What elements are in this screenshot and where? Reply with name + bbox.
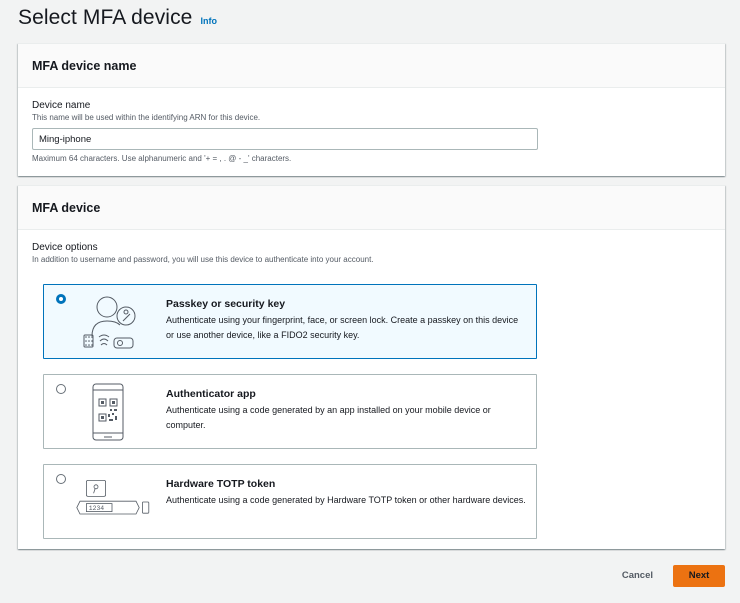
radio-passkey[interactable] <box>56 294 66 304</box>
tile-description: Authenticate using your fingerprint, face, or screen lock. Create a passkey on this device or use another device, like a FIDO2 security key. <box>166 315 519 340</box>
tile-description: Authenticate using a code generated by Hardware TOTP token or other hardware devices. <box>166 495 526 505</box>
radio-authenticator-app[interactable] <box>56 384 66 394</box>
field-description: In addition to username and password, you will use this device to authenticate into your account. <box>32 255 374 264</box>
section-title: MFA device name <box>32 58 137 73</box>
mfa-device-container <box>18 185 725 549</box>
device-name-field <box>18 88 725 163</box>
page-title: Select MFA device <box>18 6 193 29</box>
container-header <box>18 44 725 88</box>
form-actions <box>612 564 725 587</box>
next-button[interactable]: Next <box>673 565 725 587</box>
device-name-container <box>18 43 725 176</box>
device-options-tiles <box>43 284 537 554</box>
container-header <box>18 186 725 230</box>
hardware-token-icon <box>72 471 152 533</box>
tile-description: Authenticate using a code generated by an app installed on your mobile device or computer. <box>166 405 491 430</box>
field-label: Device name <box>32 100 91 111</box>
device-name-input[interactable] <box>32 128 538 150</box>
tile-title: Passkey or security key <box>166 298 286 310</box>
tile-text <box>166 388 528 433</box>
token-display-text: 1234 <box>88 505 105 512</box>
passkey-icon <box>80 291 144 353</box>
tile-authenticator-app[interactable] <box>43 374 537 449</box>
tile-title: Authenticator app <box>166 388 256 400</box>
tile-text <box>166 478 528 508</box>
tile-text <box>166 298 528 343</box>
field-label: Device options <box>32 242 98 253</box>
field-constraint: Maximum 64 characters. Use alphanumeric and '+ = , . @ - _' characters. <box>32 154 292 163</box>
tile-passkey[interactable] <box>43 284 537 359</box>
info-link[interactable]: Info <box>200 16 217 26</box>
radio-hardware-totp[interactable] <box>56 474 66 484</box>
tile-hardware-totp[interactable] <box>43 464 537 539</box>
tile-title: Hardware TOTP token <box>166 478 276 490</box>
cancel-button[interactable]: Cancel <box>612 564 663 587</box>
field-description: This name will be used within the identifying ARN for this device. <box>32 113 261 122</box>
section-title: MFA device <box>32 200 101 215</box>
phone-qr-icon <box>80 381 144 443</box>
device-options-field <box>18 230 725 264</box>
page-header <box>18 6 217 30</box>
